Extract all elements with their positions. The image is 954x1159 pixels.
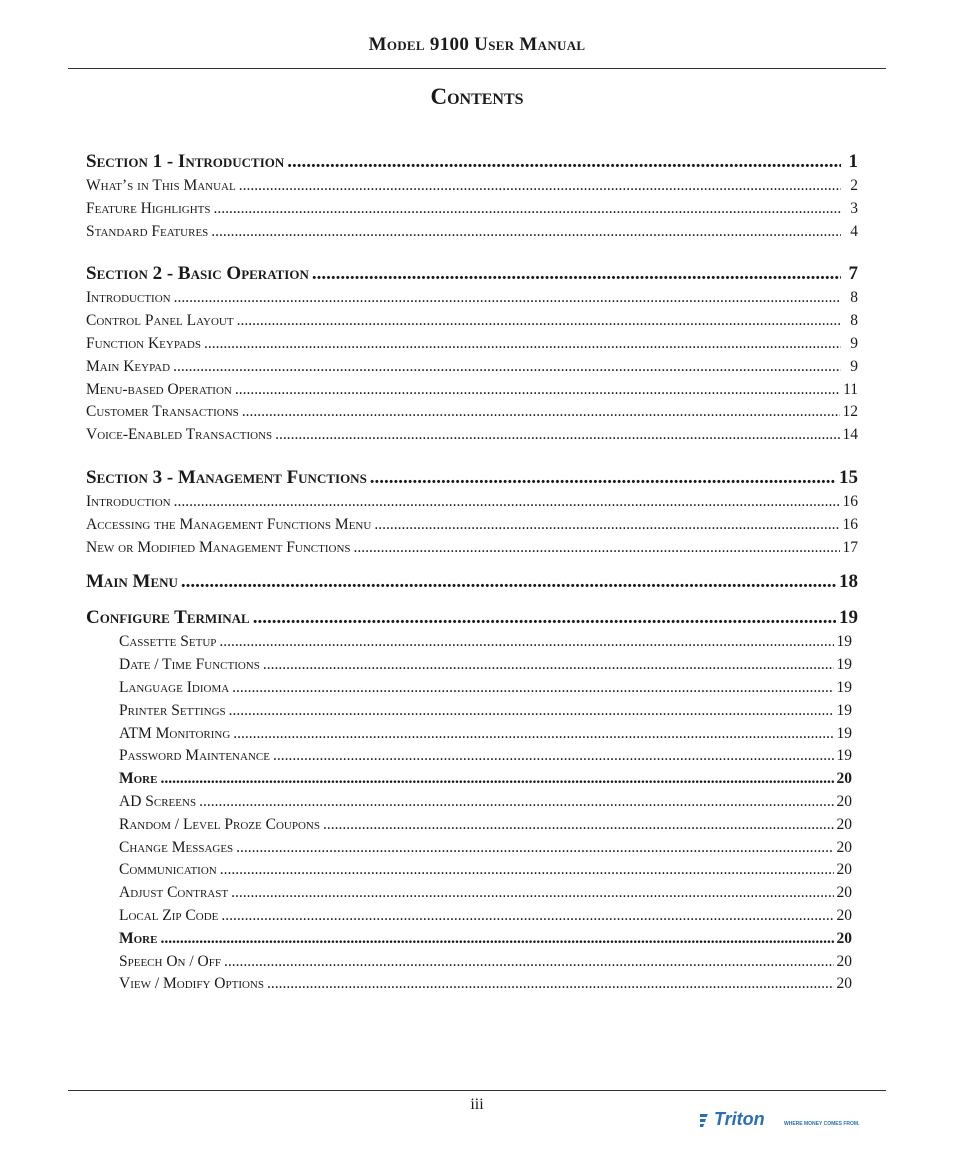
toc-entry-page: 20 [836,952,852,970]
toc-leader-dots [236,837,833,860]
toc-entry-page: 20 [836,770,852,788]
toc-entry[interactable] [86,287,858,310]
toc-leader-dots [231,882,833,905]
toc-entry-page: 16 [842,515,858,533]
triton-logo-text: Triton [714,1109,765,1129]
toc-entry-page: 20 [836,975,852,993]
toc-entry-label: Printer Settings [119,701,226,719]
toc-leader-dots [204,333,841,356]
toc-entry-page: 17 [842,538,858,556]
toc-entry-label: What’s in This Manual [86,177,236,194]
toc-section-entry[interactable] [86,569,858,595]
toc-section-entry[interactable] [86,605,858,631]
toc-entry-page: 11 [843,380,858,398]
header-rule [68,68,886,69]
toc-entry-page: 19 [836,633,852,651]
toc-entry-label: New or Modified Management Functions [86,538,351,556]
toc-entry-page: 19 [836,747,852,765]
toc-entry[interactable] [86,814,858,837]
toc-entry-page: 12 [842,403,858,421]
toc-entry[interactable] [86,491,858,514]
toc-leader-dots [214,198,841,221]
toc-entry[interactable] [86,768,858,791]
toc-entry-label: Main Menu [86,571,178,593]
toc-entry-page: 20 [836,792,852,810]
toc-leader-dots [221,905,833,928]
footer-rule [68,1090,886,1091]
toc-leader-dots [370,465,836,491]
toc-entry-label: Section 1 - Introduction [86,151,285,172]
toc-entry-label: Cassette Setup [119,633,217,651]
toc-leader-dots [287,149,841,175]
toc-entry-page: 19 [836,678,852,696]
toc-leader-dots [174,287,841,310]
toc-entry-label: AD Screens [119,792,197,810]
toc-leader-dots [323,814,834,837]
toc-entry-page: 14 [842,426,858,444]
toc-entry[interactable] [86,723,858,746]
toc-leader-dots [239,175,841,198]
toc-entry[interactable] [86,175,858,198]
toc-leader-dots [173,356,841,379]
toc-entry-label: View / Modify Options [119,975,264,993]
toc-entry-page: 15 [839,466,858,488]
toc-leader-dots [253,605,836,631]
toc-section-entry[interactable] [86,149,858,175]
toc-entry-page: 19 [839,607,858,629]
toc-entry[interactable] [86,333,858,356]
toc-entry-label: Accessing the Management Functions Menu [86,515,372,533]
toc-entry[interactable] [86,654,858,677]
toc-entry-label: Voice-Enabled Transactions [86,426,273,444]
toc-leader-dots [267,973,834,996]
toc-leader-dots [160,928,833,951]
toc-entry-label: Introduction [86,289,171,307]
toc-entry-page: 9 [850,334,858,352]
toc-entry[interactable] [86,514,858,537]
toc-leader-dots [242,401,840,424]
manual-header: Model 9100 User Manual [368,34,586,55]
toc-entry[interactable] [86,401,858,424]
toc-entry-page: 2 [850,177,858,194]
toc-entry-label: Language Idioma [119,678,230,696]
toc-entry[interactable] [86,882,858,905]
toc-entry-label: Main Keypad [86,357,171,375]
toc-leader-dots [263,654,834,677]
toc-entry[interactable] [86,700,858,723]
toc-section-entry[interactable] [86,261,858,287]
toc-leader-dots [235,379,840,402]
toc-entry[interactable] [86,356,858,379]
toc-entry-label: Configure Terminal [86,607,250,629]
toc-leader-dots [224,951,834,974]
toc-entry-label: Customer Transactions [86,403,239,421]
toc-entry-page: 20 [836,884,852,902]
toc-entry-page: 16 [842,492,858,510]
toc-leader-dots [233,723,833,746]
toc-leader-dots [275,424,839,447]
toc-entry-label: Password Maintenance [119,747,270,765]
toc-entry-label: Menu-based Operation [86,380,232,398]
toc-leader-dots [174,491,840,514]
toc-entry[interactable] [86,791,858,814]
toc-entry-label: Local Zip Code [119,906,219,924]
toc-entry-page: 20 [836,906,852,924]
toc-leader-dots [211,221,841,244]
toc-entry-page: 19 [836,701,852,719]
toc-entry-page: 20 [836,929,852,947]
toc-leader-dots [199,791,833,814]
toc-entry[interactable] [86,973,858,996]
toc-leader-dots [237,310,841,333]
toc-entry[interactable] [86,537,858,560]
toc-entry-page: 9 [850,357,858,375]
toc-entry[interactable] [86,379,858,402]
toc-leader-dots [374,514,839,537]
triton-logo [700,1108,865,1130]
triton-tagline: WHERE MONEY COMES FROM. [784,1121,860,1127]
toc-entry-label: Control Panel Layout [86,312,234,330]
toc-entry[interactable] [86,859,858,882]
toc-entry-label: ATM Monitoring [119,724,231,742]
toc-entry-page: 1 [848,151,858,172]
toc-entry-label: Change Messages [119,838,234,856]
toc-entry-label: Section 2 - Basic Operation [86,263,309,285]
toc-entry[interactable] [86,677,858,700]
toc-entry-label: Date / Time Functions [119,656,260,674]
toc-leader-dots [220,859,834,882]
toc-leader-dots [312,261,841,287]
toc-entry-label: Communication [119,861,217,879]
contents-title: Contents [430,84,524,109]
toc-entry-label: Random / Level Proze Coupons [119,815,320,833]
table-of-contents [86,149,858,996]
toc-entry-page: 20 [836,861,852,879]
toc-entry[interactable] [86,198,858,221]
toc-entry-page: 7 [848,263,858,285]
page-number: iii [470,1096,484,1113]
toc-entry-page: 20 [836,838,852,856]
toc-entry-page: 3 [850,199,858,217]
toc-entry[interactable] [86,631,858,654]
toc-entry-label: More [119,929,158,947]
toc-entry-label: Section 3 - Management Functions [86,466,367,488]
toc-entry-label: Speech On / Off [119,952,221,970]
toc-leader-dots [160,768,833,791]
toc-entry[interactable] [86,928,858,951]
toc-leader-dots [354,537,840,560]
toc-entry-page: 8 [850,289,858,307]
toc-entry-page: 19 [836,724,852,742]
toc-entry[interactable] [86,745,858,768]
toc-entry[interactable] [86,310,858,333]
toc-entry-label: Function Keypads [86,334,201,352]
toc-entry-page: 4 [850,222,858,240]
toc-entry[interactable] [86,905,858,928]
toc-entry-label: Feature Highlights [86,199,211,217]
toc-leader-dots [219,631,833,654]
toc-entry[interactable] [86,837,858,860]
toc-leader-dots [229,700,834,723]
toc-entry-label: Adjust Contrast [119,884,229,902]
toc-entry-label: More [119,770,158,788]
toc-entry-label: Standard Features [86,222,209,240]
toc-entry-page: 8 [850,312,858,330]
toc-entry-page: 19 [836,656,852,674]
toc-entry-page: 18 [839,571,858,593]
toc-entry[interactable] [86,221,858,244]
toc-entry-label: Introduction [86,492,171,510]
toc-leader-dots [181,569,836,595]
toc-leader-dots [232,677,833,700]
toc-leader-dots [273,745,834,768]
toc-section-entry[interactable] [86,465,858,491]
toc-entry[interactable] [86,951,858,974]
toc-entry[interactable] [86,424,858,447]
toc-entry-page: 20 [836,815,852,833]
